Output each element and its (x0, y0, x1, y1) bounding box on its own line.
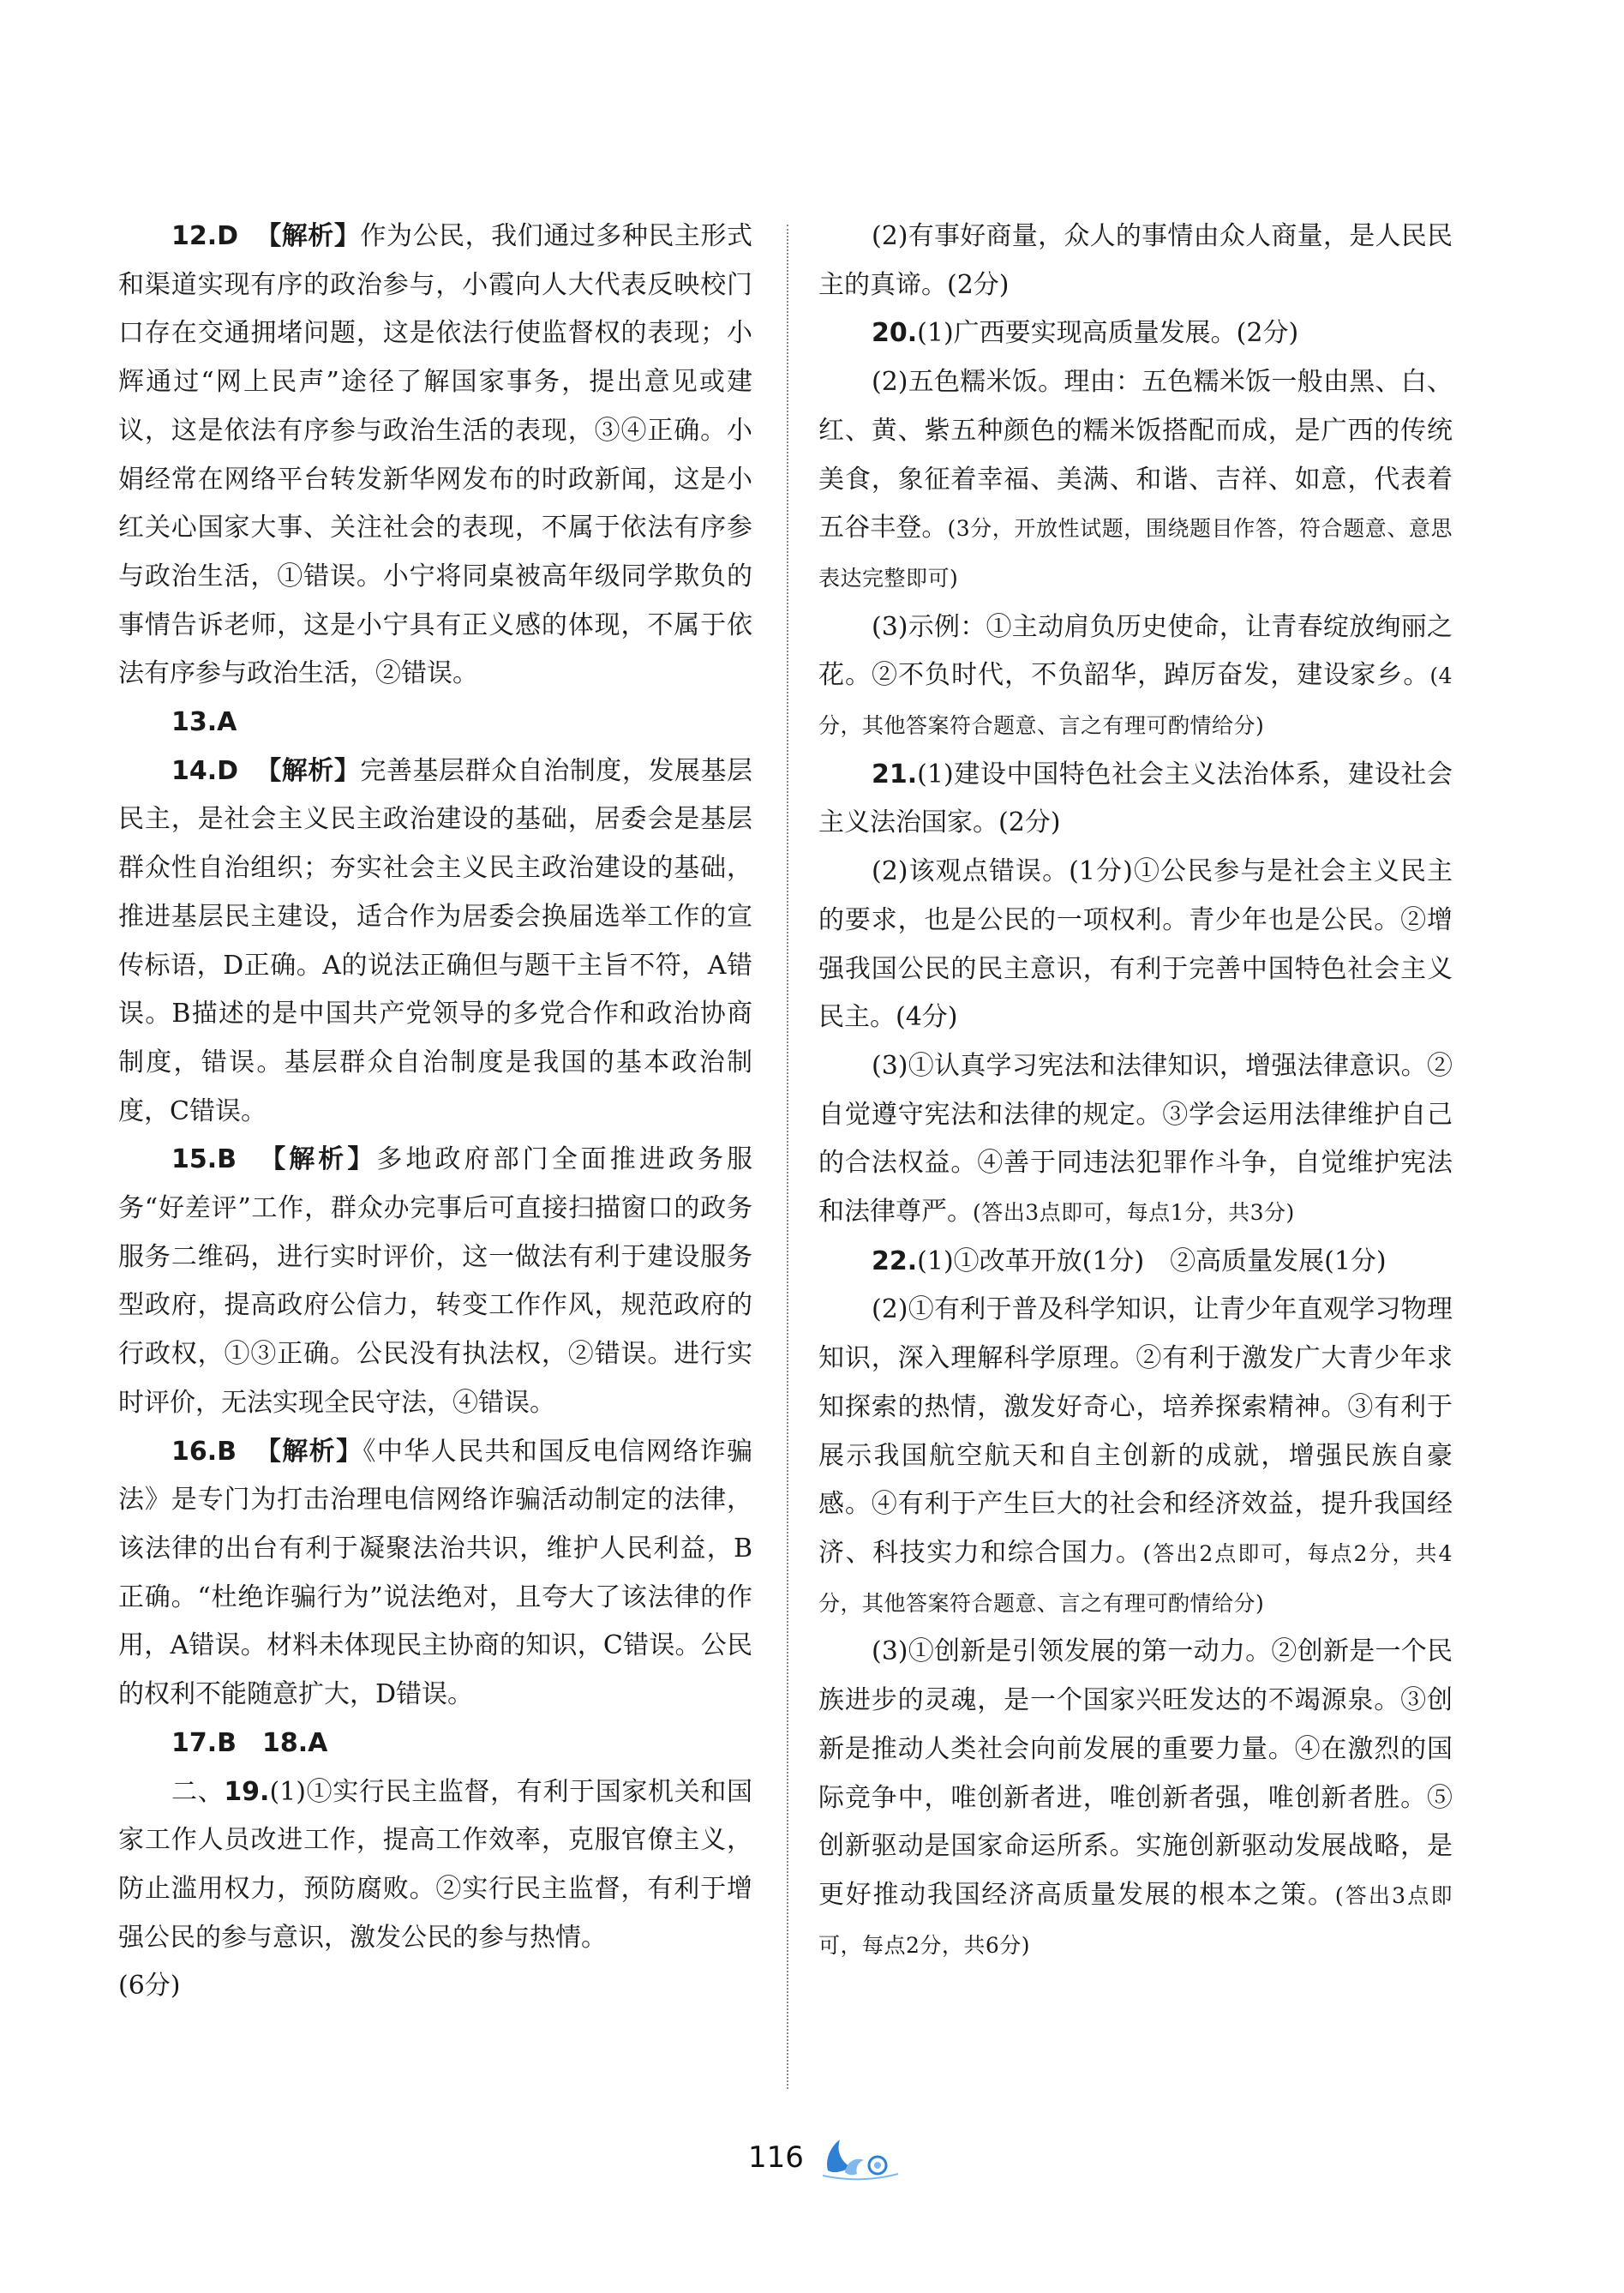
answer-15-number: 15.B (171, 1144, 237, 1175)
answer-14 (118, 747, 752, 1137)
answer-21-1 (818, 751, 1453, 848)
answer-19-score-text: (6分) (118, 1971, 181, 2002)
answer-20-3 (818, 603, 1453, 751)
analysis-tag: 【解析】 (255, 755, 361, 786)
answer-20-1-text: (1)广西要实现高质量发展。(2分) (917, 318, 1299, 349)
answer-21-3 (818, 1042, 1453, 1238)
answer-20-1 (818, 309, 1453, 358)
answer-12-text: 作为公民，我们通过多种民主形式和渠道实现有序的政治参与，小霞向人大代表反映校门口存在交通拥堵问题，这是依法行使监督权的表现；小辉通过“网上民声”途径了解国家事务，提出意见或建议，这是依法有序参与政治生活的表现，③④正确。小娟经常在网络平台转发新华网发布的时政新闻，这是小红关心国家大事、关注社会的表现，不属于依法有序参与政治生活，①错误。小宁将同桌被高年级同学欺负的事情告诉老师，这是小宁具有正义感的体现，不属于依法有序参与政治生活，②错误。 (118, 221, 753, 689)
answer-22-3-text: (3)①创新是引领发展的第一动力。②创新是一个民族进步的灵魂，是一个国家兴旺发达的不竭源泉。③创新是推动人类社会向前发展的重要力量。④在激烈的国际竞争中，唯创新者进，唯创新者强，唯创新者胜。⑤创新驱动是国家命运所系。实施创新驱动发展战略，是更好推动我国经济高质量发展的根本之策。 (818, 1636, 1453, 1910)
answer-19-text: (1)①实行民主监督，有利于国家机关和国家工作人员改进工作，提高工作效率，克服官僚主义，防止滥用权力，预防腐败。②实行民主监督，有利于增强公民的参与意识，激发公民的参与热情。 (118, 1776, 753, 1953)
answer-12-number: 12.D (171, 221, 239, 251)
answer-22-number: 22. (872, 1246, 918, 1276)
answer-13 (118, 699, 752, 747)
answer-21-3-note: (答出3点即可，每点1分，共3分) (973, 1200, 1295, 1226)
column-divider (787, 225, 788, 2089)
answer-21-3-text: (3)①认真学习宪法和法律知识，增强法律意识。②自觉遵守宪法和法律的规定。③学会运用法律维护自己的合法权益。④善于同违法犯罪作斗争，自觉维护宪法和法律尊严。 (818, 1050, 1453, 1228)
answer-21-1-text: (1)建设中国特色社会主义法治体系，建设社会主义法治国家。(2分) (818, 759, 1453, 838)
answer-20-3-text: (3)示例：①主动肩负历史使命，让青春绽放绚丽之花。②不负时代，不负韶华，踔厉奋发，建设家乡。 (818, 611, 1453, 691)
answer-22-2-note: (答出2点即可，每点2分，共4分，其他答案符合题意、言之有理可酌情给分) (818, 1540, 1453, 1616)
answer-14-text: 完善基层群众自治制度，发展基层民主，是社会主义民主政治建设的基础，居委会是基层群众性自治组织；夯实社会主义民主政治建设的基础，推进基层民主建设，适合作为居委会换届选举工作的宣传标语，D正确。A的说法正确但与题干主旨不符，A错误。B描述的是中国共产党领导的多党合作和政治协商制度，错误。基层群众自治制度是我国的基本政治制度，C错误。 (118, 755, 753, 1126)
answer-15 (118, 1136, 752, 1427)
answer-16-text: 《中华人民共和国反电信网络诈骗法》是专门为打击治理电信网络诈骗活动制定的法律，该法律的出台有利于凝聚法治共识，维护人民利益，B正确。“杜绝诈骗行为”说法绝对，且夸大了该法律的作用，A错误。材料未体现民主协商的知识，C错误。公民的权利不能随意扩大，D错误。 (118, 1436, 753, 1710)
answer-22-3-note: (答出3点即可，每点2分，共6分) (818, 1882, 1453, 1958)
analysis-tag: 【解析】 (255, 221, 361, 251)
answer-20-3-note: (4分，其他答案符合题意、言之有理可酌情给分) (818, 663, 1453, 739)
answer-16 (118, 1428, 752, 1720)
answer-19-score (118, 1962, 752, 2011)
answer-16-number: 16.B (171, 1436, 237, 1467)
analysis-tag: 【解析】 (255, 1436, 363, 1467)
answer-13-number: 13.A (171, 707, 237, 738)
answer-20-2 (818, 358, 1453, 603)
answer-14-number: 14.D (171, 755, 239, 786)
answer-22-1 (818, 1238, 1453, 1287)
answer-20-2-note: (3分，开放性试题，围绕题目作答，符合题意、意思表达完整即可) (818, 516, 1453, 591)
answer-20-number: 20. (872, 318, 918, 349)
answer-20-2-text: (2)五色糯米饭。理由：五色糯米饭一般由黑、白、红、黄、紫五种颜色的糯米饭搭配而成，是广西的传统美食，象征着幸福、美满、和谐、吉祥、如意，代表着五谷丰登。 (818, 367, 1453, 543)
right-column (818, 213, 1453, 1970)
wave-logo-icon (821, 2134, 902, 2182)
answer-22-3 (818, 1628, 1453, 1970)
answer-22-1-text: (1)①改革开放(1分) ②高质量发展(1分) (917, 1246, 1387, 1276)
answer-22-2 (818, 1286, 1453, 1628)
answer-21-number: 21. (872, 759, 918, 789)
answer-22-2-text: (2)①有利于普及科学知识，让青少年直观学习物理知识，深入理解科学原理。②有利于激发广大青少年求知探索的热情，激发好奇心，培养探索精神。③有利于展示我国航空航天和自主创新的成就，增强民族自豪感。④有利于产生巨大的社会和经济效益，提升我国经济、科技实力和综合国力。 (818, 1294, 1453, 1568)
analysis-tag: 【解析】 (260, 1144, 377, 1175)
answer-19-2: (2)有事好商量，众人的事情由众人商量，是人民民主的真谛。(2分) (818, 221, 1453, 300)
answer-19 (118, 1768, 752, 1963)
answer-21-2: (2)该观点错误。(1分)①公民参与是社会主义民主的要求，也是公民的一项权利。青少年也是公民。②增强我国公民的民主意识，有利于完善中国特色社会主义民主。(4分) (818, 856, 1453, 1033)
answer-19-number: 19. (224, 1776, 270, 1807)
answer-15-text: 多地政府部门全面推进政务服务“好差评”工作，群众办完事后可直接扫描窗口的政务服务二维码，进行实时评价，这一做法有利于建设服务型政府，提高政府公信力，转变工作作风，规范政府的行政权，①③正确。公民没有执法权，②错误。进行实时评价，无法实现全民守法，④错误。 (118, 1144, 753, 1418)
answer-17-18-number: 17.B 18.A (171, 1727, 328, 1758)
answer-17-18 (118, 1720, 752, 1768)
section-two-prefix: 二、 (171, 1776, 225, 1807)
page-number: 116 (748, 2140, 804, 2175)
left-column (118, 213, 752, 2011)
answer-12 (118, 213, 752, 699)
